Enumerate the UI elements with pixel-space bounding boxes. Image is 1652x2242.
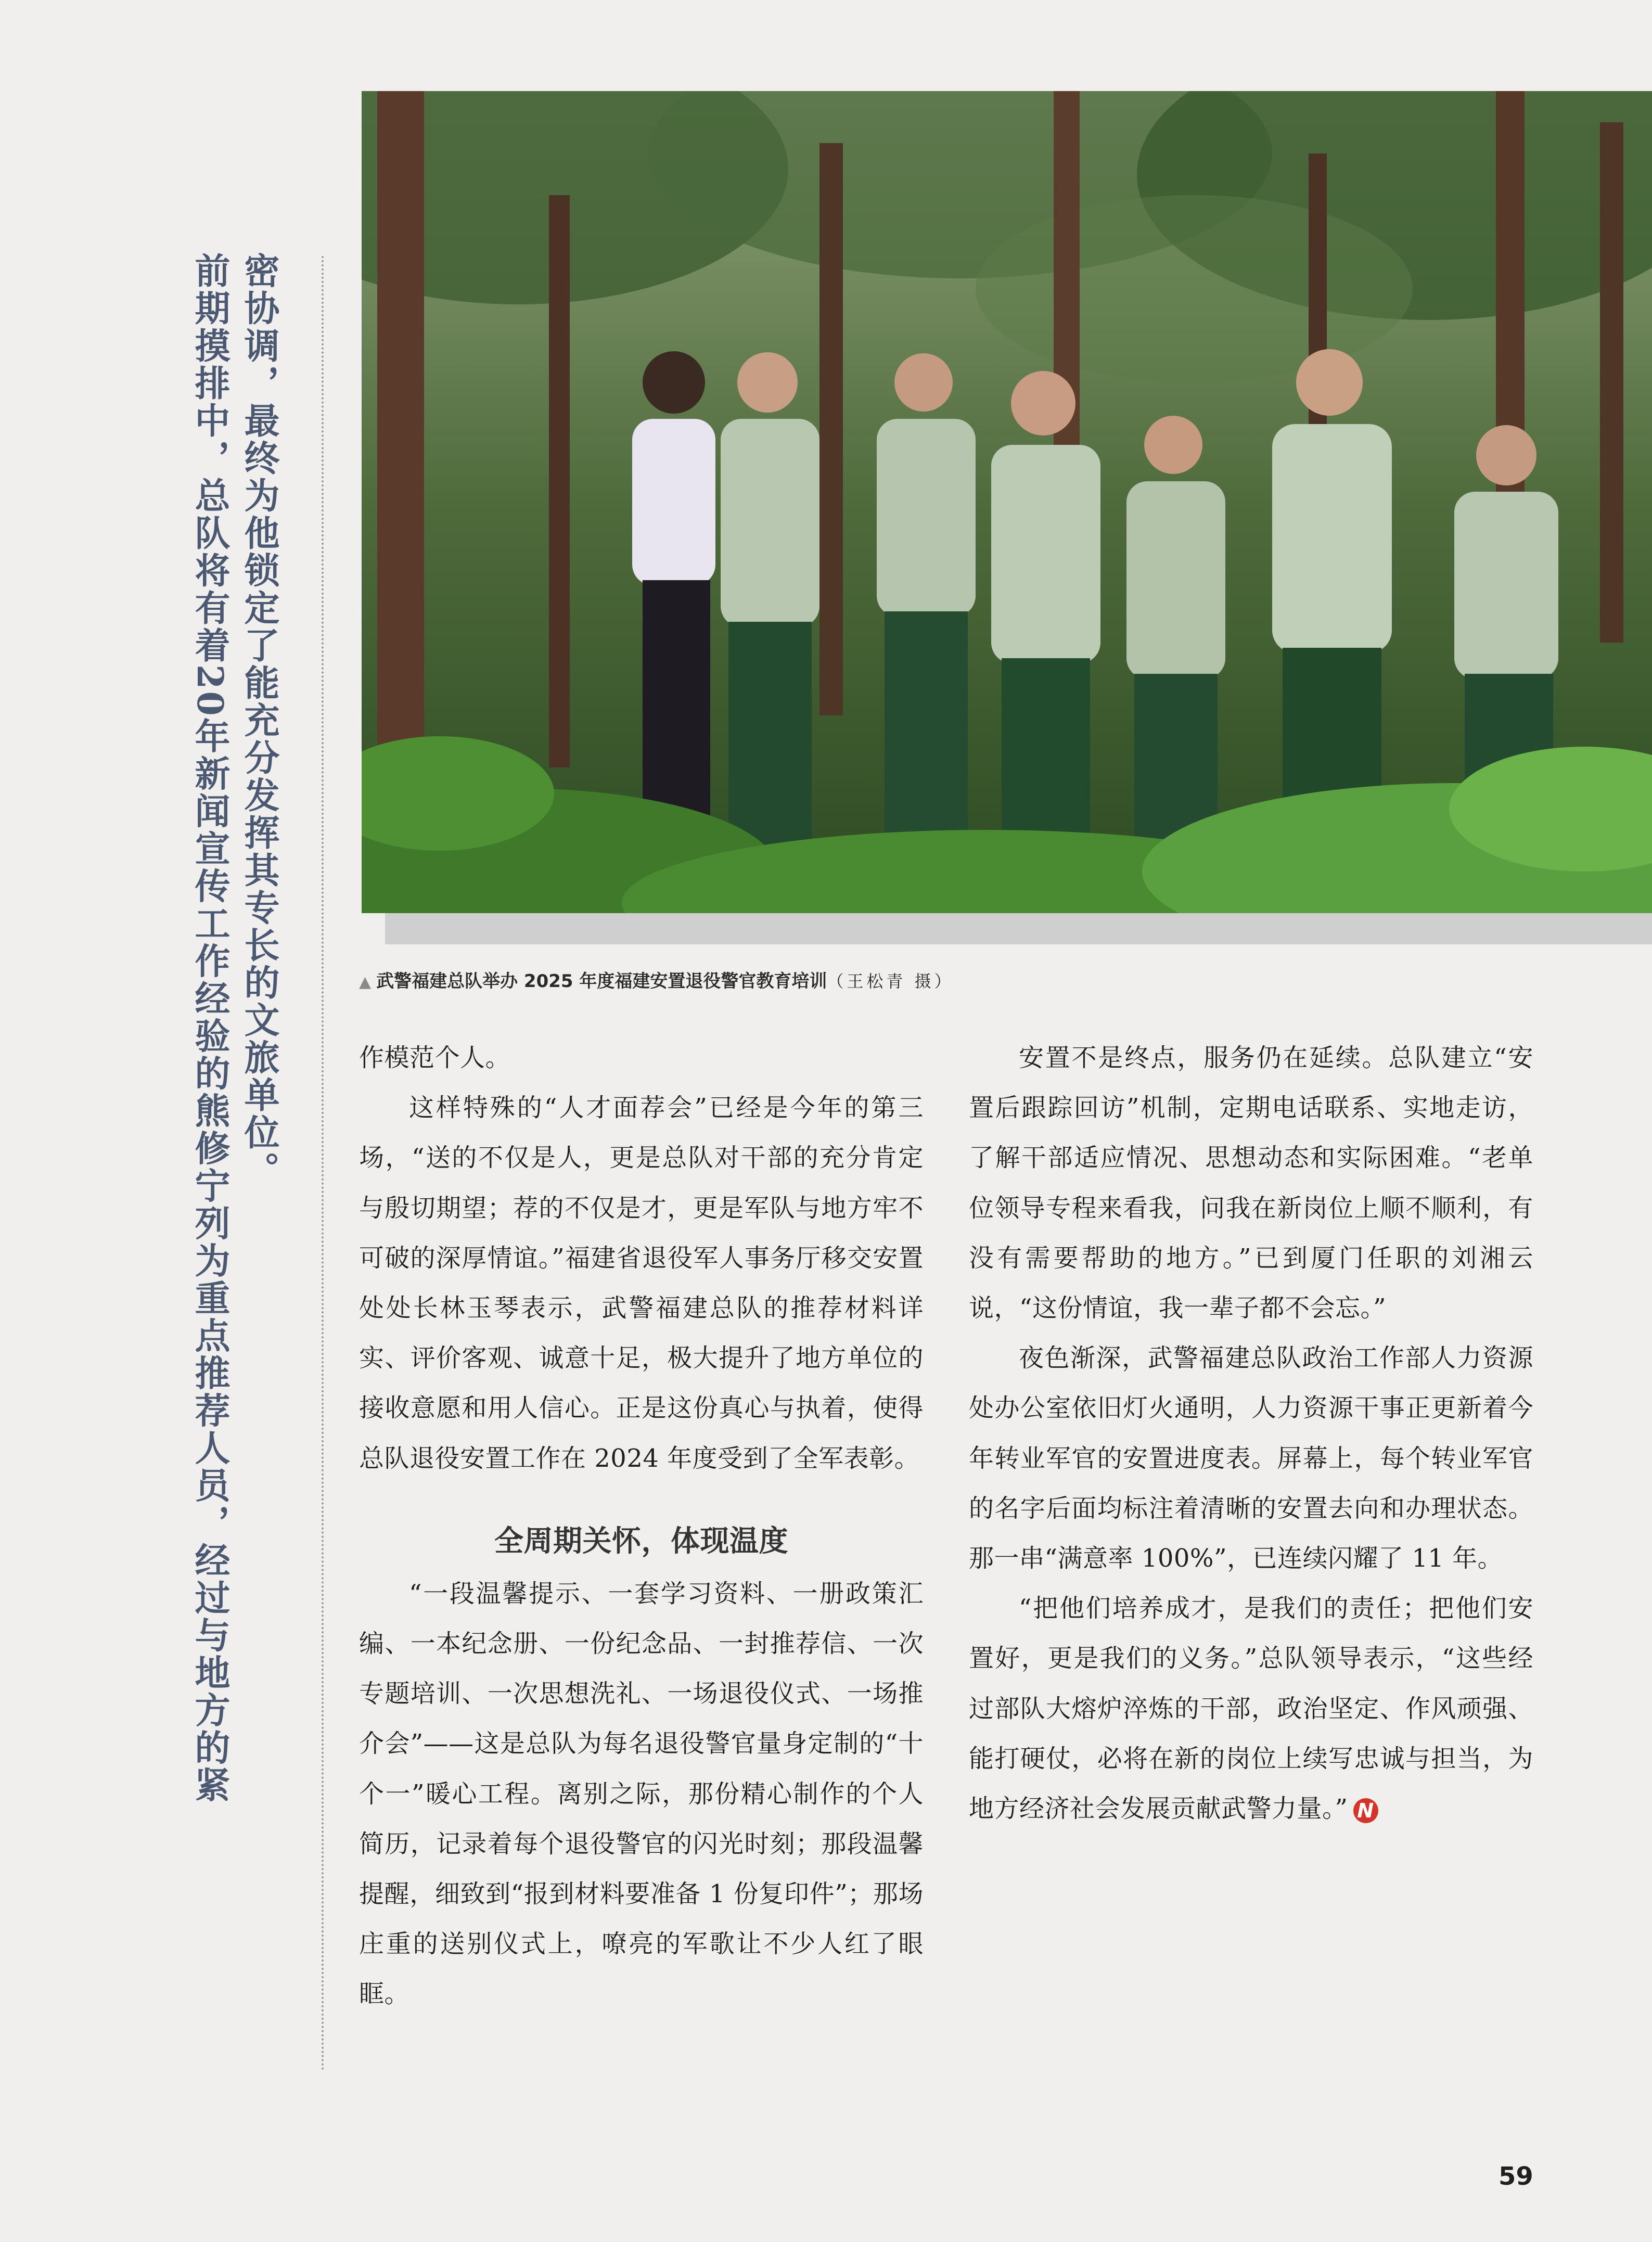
page-number: 59 bbox=[1499, 2162, 1533, 2191]
right-paragraph-3 bbox=[969, 1583, 1533, 1834]
left-paragraph-3: “一段温馨提示、一套学习资料、一册政策汇编、一本纪念册、一份纪念品、一封推荐信、一次专题培训、一次思想洗礼、一场退役仪式、一场推介会”——这是总队为每名退役警官量身定制的“十个一”暖心工程。离别之际，那份精心制作的个人简历，记录着每个退役警官的闪光时刻；那段温馨提醒，细致到“报到材料要准备 1 份复印件”；那场庄重的送别仪式上，嘹亮的军歌让不少人红了眼眶。 bbox=[359, 1579, 924, 2009]
photo-of-officers-walking-in-forest-icon bbox=[362, 91, 1652, 913]
left-paragraph-1: 作模范个人。 bbox=[359, 1043, 511, 1072]
right-paragraph-3-text: “把他们培养成才，是我们的责任；把他们安置好，更是我们的义务。”总队领导表示，“这些经过部队大熔炉淬炼的干部，政治坚定、作风顽强、能打硬仗，必将在新的岗位上续写忠诚与担当，为地方经济社会发展贡献武警力量。” bbox=[969, 1594, 1533, 1824]
right-paragraph-1: 安置不是终点，服务仍在延续。总队建立“安置后跟踪回访”机制，定期电话联系、实地走访，了解干部适应情况、思想动态和实际困难。“老单位领导专程来看我，问我在新岗位上顺不顺利，有没有需要帮助的地方。”已到厦门任职的刘湘云说，“这份情谊，我一辈子都不会忘。” bbox=[969, 1043, 1533, 1323]
pull-quote-line-2: 前期摸排中，总队将有着20年新闻宣传工作经验的熊修宁列为重点推荐人员，经过与地方的紧 bbox=[189, 252, 230, 1804]
pull-quote-line-1: 密协调，最终为他锁定了能充分发挥其专长的文旅单位。 bbox=[238, 252, 280, 1189]
photo bbox=[362, 91, 1652, 913]
pull-quote bbox=[185, 252, 284, 1855]
caption-triangle-icon: ▲ bbox=[359, 973, 372, 991]
right-paragraph-2: 夜色渐深，武警福建总队政治工作部人力资源处办公室依旧灯火通明，人力资源干事正更新着今年转业军官的安置进度表。屏幕上，每个转业军官的名字后面均标注着清晰的安置去向和办理状态。那一串“满意率 100%”，已连续闪耀了 11 年。 bbox=[969, 1343, 1533, 1573]
right-column bbox=[969, 1033, 1533, 1834]
caption-credit: （王松青 摄） bbox=[827, 971, 954, 991]
dotted-divider bbox=[322, 256, 324, 2072]
end-mark-icon: N bbox=[1353, 1798, 1378, 1823]
section-heading: 全周期关怀，体现温度 bbox=[494, 1524, 788, 1558]
caption-text: 武警福建总队举办 2025 年度福建安置退役警官教育培训 bbox=[376, 971, 827, 992]
left-paragraph-2: 这样特殊的“人才面荐会”已经是今年的第三场，“送的不仅是人，更是总队对干部的充分肯定与殷切期望；荐的不仅是才，更是军队与地方牢不可破的深厚情谊。”福建省退役军人事务厅移交安置处处长林玉琴表示，武警福建总队的推荐材料详实、评价客观、诚意十足，极大提升了地方单位的接收意愿和用人信心。正是这份真心与执着，使得总队退役安置工作在 2024 年度受到了全军表彰。 bbox=[359, 1093, 924, 1473]
photo-caption bbox=[359, 967, 1608, 992]
left-column bbox=[359, 1033, 924, 2019]
